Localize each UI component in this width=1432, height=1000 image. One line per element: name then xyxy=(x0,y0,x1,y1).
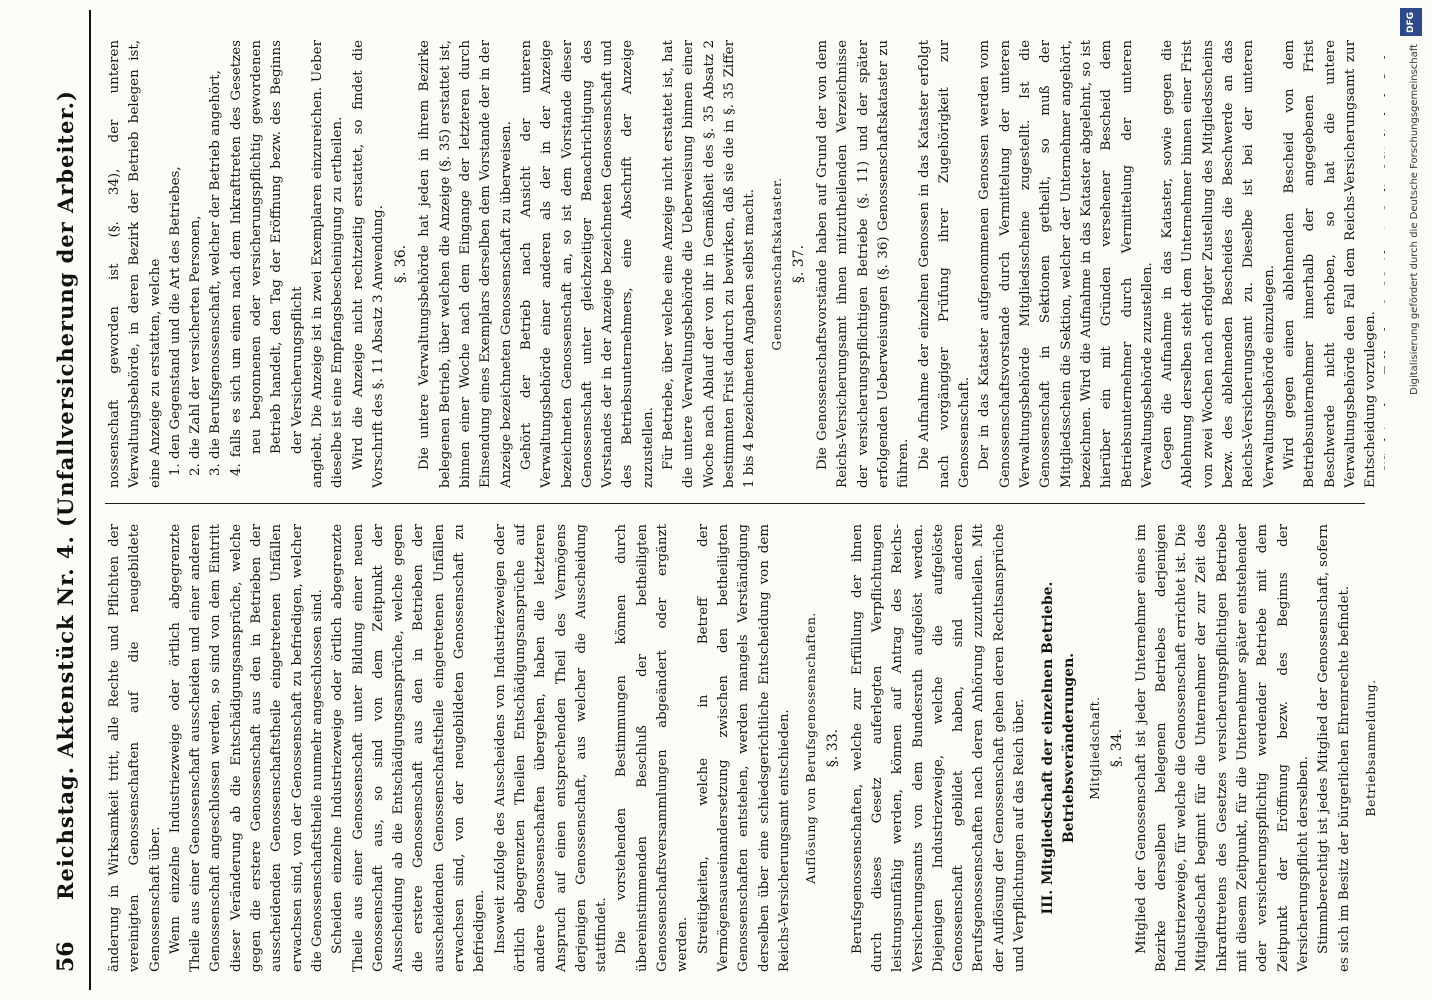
paragraph: Die vorstehenden Bestimmungen können durch übereinstimmenden Beschluß der betheiligten Genossenschaftsversammlungen abgeändert oder ergänzt werden. xyxy=(614,524,691,972)
paragraph: Wird gegen einen ablehnenden Bescheid von dem Betriebsunternehmer innerhalb der angegebenen Frist Beschwerde nicht erhoben, so hat die untere Verwaltungsbehörde den Fall dem Reichs-Versicherungsamt zur Entscheidung vorzulegen. xyxy=(1281,40,1379,488)
paragraph: Gegen die Aufnahme in das Kataster, sowie gegen die Ablehnung derselben steht dem Unternehmer binnen einer Frist von zwei Wochen nach erfolgter Zustellung des Mitgliedsscheins bezw. des ablehnenden Bescheides die Beschwerde an das Reichs-Versicherungsamt zu. Dieselbe ist bei der unteren Verwaltungsbehörde einzulegen. xyxy=(1160,40,1277,488)
paragraph-number: §. 34. xyxy=(1109,728,1126,768)
column-divider xyxy=(105,503,1365,504)
paragraph: Die Genossenschaftsvorstände haben auf Grund der von dem Reichs-Versicherungsamt ihnen mitzutheilenden Verzeichnisse der versicherungspflichtigen Betriebe (§. 11) und der später erfolgenden Ueberweisungen (§. 36) Genossenschaftskataster zu führen. xyxy=(815,40,912,488)
left-column xyxy=(105,524,1385,972)
list-item: 1. den Gegenstand und die Art des Betriebes, xyxy=(167,166,183,476)
paragraph: angiebt. Die Anzeige ist in zwei Exemplaren einzureichen. Ueber dieselbe ist eine Empfangsbescheinigung zu ertheilen. xyxy=(309,40,346,488)
right-column xyxy=(105,40,1385,488)
paragraph: Mitglied der Genossenschaft ist jeder Unternehmer eines im Bezirke derselben belegenen Betriebes derjenigen Industriezweige, für welche die Genossenschaft errichtet ist. Die Mitgliedschaft beginnt für die Unternehmer der zur Zeit des Inkrafttretens des Gesetzes versicherungspflichtigen Betriebe mit diesem Zeitpunkt, für die Unternehmer später entstehender oder versicherungspflichtig werdender Betriebe mit dem Zeitpunkt der Eröffnung bezw. des Beginns der Versicherungspflicht derselben. xyxy=(1133,524,1311,972)
paragraph: änderung in Wirksamkeit tritt, alle Rechte und Pflichten der vereinigten Genossenschaften auf die neugebildete Genossenschaft über. xyxy=(107,524,163,972)
part-heading: III. Mitgliedschaft der einzelnen Betriebe. Betriebsveränderungen. xyxy=(1040,581,1077,915)
section-heading: Auflösung von Berufsgenossenschaften. xyxy=(803,612,819,884)
section-heading: Betriebsanmeldung. xyxy=(1362,679,1378,817)
list-item: 2. die Zahl der versicherten Personen, xyxy=(188,215,204,476)
paragraph: nossenschaft geworden ist (§. 34), der unteren Verwaltungsbehörde, in deren Bezirk der Betrieb belegen ist, eine Anzeige zu erstatten, welche xyxy=(107,40,163,488)
paragraph: Wird die Anzeige nicht rechtzeitig erstattet, so findet die Vorschrift des §. 11 Absatz 3 Anwendung. xyxy=(350,40,386,488)
list-item: 4. falls es sich um einen nach dem Inkrafttreten des Gesetzes neu begonnenen oder versicherungspflichtig gewordenen Betrieb handelt, den Tag der Eröffnung bezw. des Beginns der Versicherungspflicht xyxy=(228,40,305,476)
paragraph: Die untere Verwaltungsbehörde hat jeden in ihrem Bezirke belegenen Betrieb, über welchen die Anzeige (§. 35) erstattet ist, binnen einer Woche nach dem Eingange der letzteren durch Einsendung eines Exemplars derselben dem Vorstande der in der Anzeige bezeichneten Genossenschaft zu überweisen. xyxy=(417,40,514,488)
paragraph: Scheiden einzelne Industriezweige oder örtlich abgegrenzte Theile aus einer Genossenschaft unter Bildung einer neuen Genossenschaft aus, so sind von dem Zeitpunkt der Ausscheidung ab die Entschädigungsansprüche, welche gegen die erstere Genossenschaft aus den in Betrieben der ausscheidenden Genossenschaftstheile eingetretenen Unfällen erwachsen sind, von der neugebildeten Genossenschaft zu befriedigen. xyxy=(330,524,488,972)
digitization-credit: Digitalisierung gefördert durch die Deutsche Forschungsgemeinschaft xyxy=(1409,44,1420,395)
paragraph-number: §. 37. xyxy=(790,244,807,284)
paragraph xyxy=(1381,40,1385,488)
paragraph: Für Betriebe, über welche eine Anzeige nicht erstattet ist, hat die untere Verwaltungsbehörde die Ueberweisung binnen einer Woche nach Ablauf der von ihr in Gemäßheit des §. 35 Absatz 2 bestimmten Frist dadurch zu bewirken, daß sie die in §. 35 Ziffer 1 bis 4 bezeichneten Angaben selbst macht. xyxy=(661,40,758,488)
paragraph: Die Aufnahme der einzelnen Genossen in das Kataster erfolgt nach vorgängiger Prüfung ihrer Zugehörigkeit zur Genossenschaft. xyxy=(916,40,973,488)
paragraph: Gehört der Betrieb nach Ansicht der unteren Verwaltungsbehörde einer anderen als der in der Anzeige bezeichneten Genossenschaft an, so ist dem Vorstande dieser Genossenschaft unter gleichzeitiger Benachrichtigung des Vorstandes der in der Anzeige bezeichneten Genossenschaft und des Betriebsunternehmers, eine Abschrift der Anzeige zuzustellen. xyxy=(518,40,656,488)
page-number: 56 xyxy=(53,941,79,972)
list-item: 3. die Berufsgenossenschaft, welcher der Betrieb angehört, xyxy=(208,70,224,476)
page-title: Reichstag. Aktenstück Nr. 4. (Unfallversicherung der Arbeiter.) xyxy=(53,90,78,900)
paragraph: Der in das Kataster aufgenommenen Genossen werden vom Genossenschaftsvorstande durch Vermittelung der unteren Verwaltungsbehörde Mitgliedsscheine zugestellt. Ist die Genossenschaft in Sektionen getheilt, so muß der Mitgliedsschein die Sektion, welcher der Unternehmer angehört, bezeichnen. Wird die Aufnahme in das Kataster abgelehnt, so ist hierüber ein mit Gründen versehener Bescheid dem Betriebsunternehmer durch Vermittelung der unteren Verwaltungsbehörde zuzustellen. xyxy=(977,40,1155,488)
paragraph: Stimmberechtigt ist jedes Mitglied der Genossenschaft, sofern es sich im Besitz der bürgerlichen Ehrenrechte befindet. xyxy=(1316,524,1352,972)
section-heading: Genossenschaftskataster. xyxy=(768,177,784,351)
paragraph: Insoweit zufolge des Ausscheidens von Industriezweigen oder örtlich abgegrenzten Theilen Entschädigungsansprüche auf andere Genossenschaften übergehen, haben die letzteren Anspruch auf einen entsprechenden Theil des Vermögens derjenigen Genossenschaft, aus welcher die Ausscheidung stattfindet. xyxy=(492,524,610,972)
paragraph: Streitigkeiten, welche in Betreff der Vermögensauseinandersetzung zwischen den betheiligten Genossenschaften entstehen, werden mangels Verständigung derselben über eine schiedsgerichtliche Entscheidung von dem Reichs-Versicherungsamt entschieden. xyxy=(695,524,792,972)
page-header xyxy=(45,10,91,990)
section-heading: Mitgliedschaft. xyxy=(1086,696,1102,800)
dfg-sidebar xyxy=(1402,0,1428,1000)
paragraph-number: §. 36. xyxy=(393,244,410,284)
paragraph-number xyxy=(1383,524,1385,972)
dfg-logo: DFG xyxy=(1400,8,1422,36)
paragraph: Wenn einzelne Industriezweige oder örtlich abgegrenzte Theile aus einer Genossenschaft ausscheiden und einer anderen Genossenschaft angeschlossen werden, so sind von dem Eintritt dieser Veränderung ab die Entschädigungsansprüche, welche gegen die erstere Genossenschaft aus den in Betrieben der ausscheidenden Genossenschaftstheile eingetretenen Unfällen erwachsen sind, von der Genossenschaft zu befriedigen, welcher die Genossenschaftstheile nunmehr angeschlossen sind. xyxy=(167,524,325,972)
rotated-sheet xyxy=(21,10,1411,990)
paragraph-number: §. 33. xyxy=(825,728,842,768)
paragraph: Berufsgenossenschaften, welche zur Erfüllung der ihnen durch dieses Gesetz auferlegten Verpflichtungen leistungsunfähig werden, können auf Antrag des Reichs-Versicherungsamts von dem Bundesrath aufgelöst werden. Diejenigen Industriezweige, welche die aufgelöste Genossenschaft gebildet haben, sind anderen Berufsgenossenschaften nach deren Anhörung zuzutheilen. Mit der Auflösung der Genossenschaft gehen deren Rechtsansprüche und Verpflichtungen auf das Reich über. xyxy=(849,524,1028,972)
